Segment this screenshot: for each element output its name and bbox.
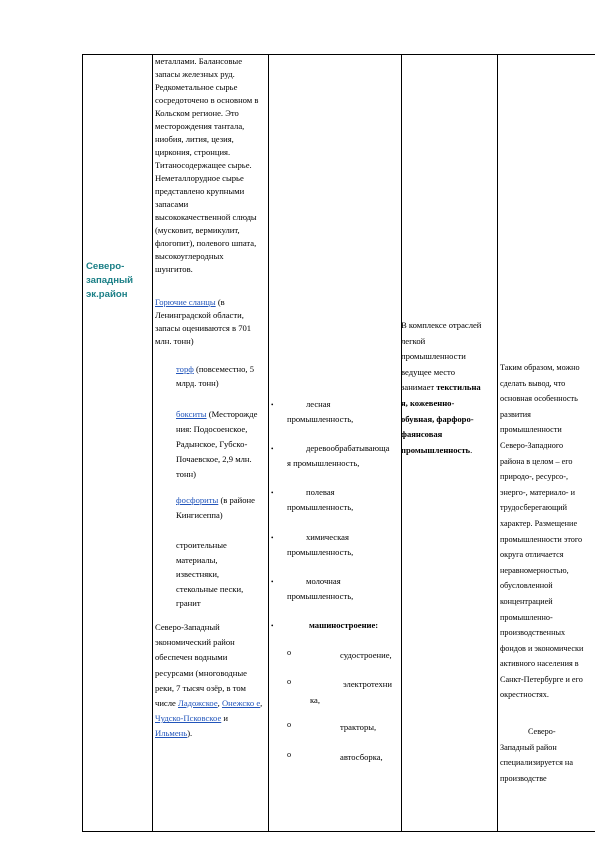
bauxite-block (176, 407, 268, 482)
light-bold: текстильна (436, 382, 481, 393)
industry-item: деревообрабатывающа я промышленность, (287, 443, 390, 468)
conclusion-line: Санкт-Петербурге и его (500, 674, 583, 684)
light-line: промышленности (401, 351, 466, 362)
end-text: ). (187, 728, 193, 739)
resource-line: шунгитов. (155, 264, 193, 274)
spec-line: Западный район (500, 742, 557, 752)
conclusion-line: развития (500, 409, 531, 419)
light-line: ведущее место (401, 366, 455, 377)
spec-line: Северо- (528, 727, 556, 736)
building-line: материалы, (176, 554, 218, 565)
water-resources-block: Северо-Западный экономический район обеспечен водными ресурсами (многоводные реки, 7 тысяч озёр, в том числе Ладожское, Онежско е, Чудско-Псковское и Ильмень). (155, 622, 263, 739)
water-line: ресурсами (многоводные (155, 667, 247, 678)
specialization-text (500, 724, 595, 786)
building-line: строительные (176, 540, 227, 550)
column-divider (268, 54, 269, 832)
region-name: Северо-западный эк.район (86, 261, 134, 300)
conclusion-line: энерго-, материало- и (500, 487, 575, 497)
and-text: и (221, 713, 229, 724)
industry-item: лесная промышленность, (287, 399, 354, 424)
bullet-icon: • (271, 401, 274, 409)
resource-line: Неметаллорудное сырье (155, 173, 244, 183)
peat-text: млрд. тонн) (176, 378, 219, 388)
oil-shale-link[interactable]: Горючие сланцы (155, 297, 216, 307)
bullet-icon: • (271, 534, 274, 542)
water-line: числе (155, 698, 178, 709)
bauxite-text: тонн) (176, 469, 196, 479)
oil-shale-text: Ленинградской области, (155, 310, 244, 320)
conclusion-line: округа отличается (500, 550, 564, 560)
conclusion-line: фондов и экономически (500, 643, 584, 653)
light-bold: фаянсовая (401, 429, 443, 440)
light-bold: обувная, фарфоро- (401, 413, 474, 424)
conclusion-line: окрестностях. (500, 690, 549, 700)
conclusion-line: производственных (500, 628, 566, 638)
bauxite-text: Почаевское, 2,9 млн. (176, 454, 252, 464)
resource-line: высокоуглеродных (155, 251, 224, 261)
peat-text: (повсеместно, 5 (193, 364, 254, 374)
conclusion-line: природо-, ресурсо-, (500, 472, 569, 482)
phosphorite-text: (в районе (218, 495, 255, 505)
spec-line: специализируется на (500, 758, 573, 768)
resource-line: ниобия, лития, цезия, (155, 134, 234, 144)
water-line: Северо-Западный (155, 622, 220, 632)
resources-text (155, 55, 267, 276)
bauxite-text: Радынское, Губско- (176, 439, 248, 449)
conclusion-line: сделать вывод, что (500, 378, 566, 388)
bullet-icon: • (271, 578, 274, 586)
building-line: стекольные пески, (176, 583, 244, 594)
resource-line: представлено крупными (155, 186, 245, 196)
machinery-item: тракторы, (340, 722, 377, 732)
phosphorite-block (176, 493, 268, 523)
conclusion-line: основная особенность (500, 394, 578, 404)
resource-line: Кольском регионе. Это (155, 108, 239, 118)
water-line: реки, 7 тысяч озёр, в том (155, 682, 246, 693)
bauxite-text: (Месторожде (206, 409, 258, 419)
light-bold: я, кожевенно- (401, 397, 455, 408)
conclusion-line: района в целом – его (500, 456, 573, 466)
machinery-heading: машиностроение: (309, 620, 379, 630)
conclusion-line: Северо-Западного (500, 440, 564, 450)
resource-line: высококачественной слюды (155, 212, 257, 222)
column-divider (497, 54, 498, 832)
light-line: В комплексе отраслей (401, 320, 482, 330)
building-line: известняки, (176, 569, 220, 580)
machinery-item: электротехни ка, (310, 679, 392, 705)
circle-bullet-icon: o (287, 750, 292, 759)
industry-item: молочная промышленность, (287, 576, 354, 601)
water-line: экономический район (155, 637, 235, 648)
lake-peipus-link[interactable]: Чудско-Псковское (155, 713, 222, 724)
water-line: обеспечен водными (155, 652, 228, 663)
lake-onega-link[interactable]: Онежско е (221, 698, 261, 709)
bullet-icon: • (271, 489, 274, 497)
light-line: легкой (401, 335, 426, 346)
conclusion-line: обусловленной (500, 581, 553, 591)
machinery-item: автосборка, (340, 752, 383, 762)
resource-line: запасы железных руд. (155, 69, 235, 79)
conclusion-line: неравномерностью, (500, 565, 569, 575)
phosphorite-text: Кингисеппа) (176, 510, 223, 520)
oil-shale-text: (в (215, 297, 225, 307)
bauxite-text: ния: Подосоенское, (176, 424, 248, 434)
resource-line: (мусковит, вермикулит, (155, 225, 240, 235)
circle-bullet-icon: o (287, 677, 292, 686)
oil-shale-block (155, 296, 267, 348)
resource-line: Редкометальное сырье (155, 82, 238, 92)
conclusion-line: промышленности (500, 425, 562, 435)
industry-item: полевая промышленность, (287, 487, 354, 512)
resource-line: сосредоточено в основном в (155, 95, 259, 105)
conclusion-line: концентрацией (500, 596, 553, 606)
resource-line: Титаносодержащее сырье. (155, 160, 252, 170)
conclusion-line: характер. Размещение (500, 518, 578, 528)
conclusion-line: трудосберегающий (500, 503, 568, 513)
conclusion-line: промышленности этого (500, 534, 583, 544)
lake-ilmen-link[interactable]: Ильмень (155, 728, 188, 739)
resource-line: запасами (155, 199, 189, 209)
oil-shale-text: запасы оцениваются в 701 (155, 323, 252, 333)
light-bold: промышленность (401, 444, 471, 455)
bullet-icon: • (271, 445, 274, 453)
conclusion-line: активного населения в (500, 659, 579, 669)
conclusion-line: Таким образом, можно (500, 363, 580, 372)
phosphorite-link[interactable]: фосфориты (176, 495, 219, 505)
circle-bullet-icon: o (287, 648, 292, 657)
circle-bullet-icon: o (287, 720, 292, 729)
resource-line: месторождения тантала, (155, 121, 245, 131)
resource-line: циркония, стронция. (155, 147, 231, 157)
lake-ladoga-link[interactable]: Ладожское (178, 698, 218, 709)
column-divider (152, 54, 153, 832)
peat-block (176, 362, 266, 390)
bauxite-link[interactable]: бокситы (176, 409, 207, 419)
light-tail: . (470, 444, 473, 455)
resource-line: флогопит), полевого шпата, (155, 238, 257, 248)
conclusion-line: промышленно- (500, 612, 553, 622)
light-line: занимает (401, 382, 437, 393)
resource-line: металлами. Балансовые (155, 56, 243, 66)
conclusion-text (500, 360, 595, 703)
building-line: гранит (176, 598, 201, 609)
oil-shale-text: млн. тонн) (155, 336, 194, 346)
bullet-icon: • (271, 622, 274, 630)
peat-link[interactable]: торф (176, 364, 194, 374)
light-industry-text (401, 318, 497, 458)
building-materials-block (176, 538, 268, 611)
industry-item: химическая промышленность, (287, 532, 354, 557)
spec-line: производстве (500, 773, 547, 783)
machinery-item: судостроение, (340, 650, 392, 660)
